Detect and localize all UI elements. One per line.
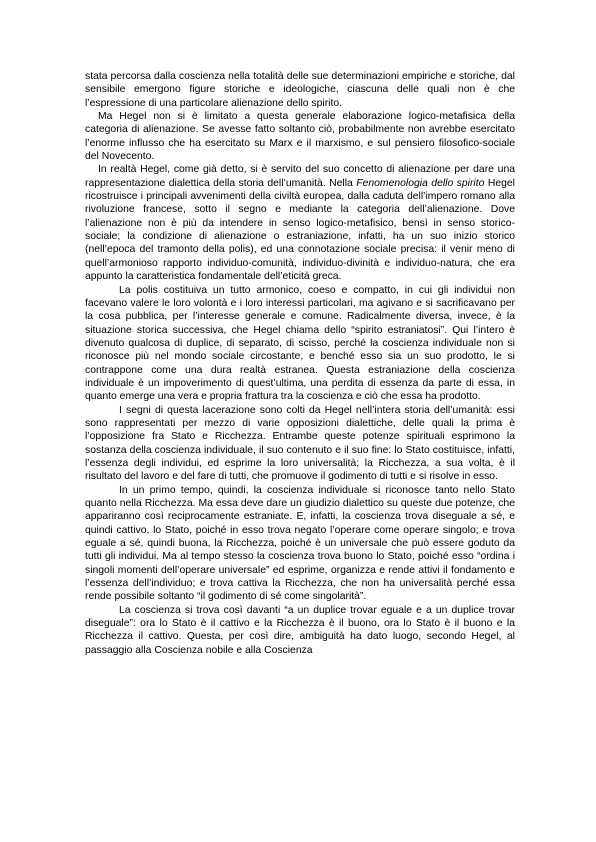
paragraph-4: La polis costituiva un tutto armonico, coeso e compatto, in cui gli individui non facevano valere le loro volontà e i loro interessi particolari, ma agivano e si sacrificavano per la cosa pubblica, per l’interesse generale e comune. Radicalmente diversa, invece, è la situazione storica successiva, che Hegel chiama dello “spirito estraniatosi”. Qui l’intero è divenuto qualcosa di duplice, di separato, di scisso, perché la coscienza individuale non si riconosce più nel mondo sociale circostante, e benché esso sia un suo prodotto, le si contrappone come una dura realtà estranea. Questa estraniazione della coscienza individuale è un impoverimento di quest’ultima, una perdita di essenza da parte di essa, in quanto emerge una vera e propria frattura tra la coscienza e ciò che essa ha prodotto.	[85, 284, 515, 403]
paragraph-7: La coscienza si trova così davanti “a un duplice trovar eguale e a un duplice trovar diseguale”: ora lo Stato è il cattivo e la Ricchezza è il buono, ora lo Stato è il buono e la Ricchezza il cattivo. Questa, per così dire, ambiguità ha dato luogo, secondo Hegel, al passaggio alla Coscienza nobile e alla Coscienza	[85, 604, 515, 656]
paragraph-6: In un primo tempo, quindi, la coscienza individuale si riconosce tanto nello Stato quanto nella Ricchezza. Ma essa deve dare un giudizio dialettico su queste due potenze, che appariranno così reciprocamente estraniate. E, infatti, la coscienza trova diseguale a sé, e quindi cattivo, lo Stato, poiché in esso trova negato l’operare come operare singolo; e trova eguale a sé, quindi buona, la Ricchezza, poiché è un universale che può essere goduto da tutti gli individui. Ma al tempo stesso la coscienza trova buono lo Stato, poiché esso “ordina i singoli momenti dell’operare universale” ed esprime, organizza e rende attivi il fondamento e l’essenza dell’individuo; e trova cattiva la Ricchezza, che non ha universalità perché essa rende possibile soltanto “il godimento di sé come singolarità”.	[85, 484, 515, 603]
paragraph-3-text-b: Hegel ricostruisce i principali avvenimenti della civiltà europea, dalla caduta dell’impero romano alla rivoluzione francese, sotto il segno e mediante la categoria dell’alienazione. Dove l’alienazione non è più da intendere in senso logico-metafisico, bensì in senso storico-sociale; la condizione di alienazione o estraniazione, infatti, ha un suo inizio storico (nell’epoca del tramonto della polis), ed una connotazione sociale precisa: il venir meno di quell’armonioso rapporto individuo-comunità, individuo-divinità e individuo-natura, che era appunto la caratteristica fondamentale dell’eticità greca.	[85, 177, 515, 283]
paragraph-2: Ma Hegel non si è limitato a questa generale elaborazione logico-metafisica della categoria di alienazione. Se avesse fatto soltanto ciò, probabilmente non avrebbe esercitato l’enorme influsso che ha esercitato su Marx e il marxismo, e sul pensiero filosofico-sociale del Novecento.	[85, 111, 515, 163]
paragraph-3	[85, 163, 515, 283]
paragraph-1: stata percorsa dalla coscienza nella totalità delle sue determinazioni empiriche e storiche, dal sensibile emergono figure storiche e ideologiche, ciascuna delle quali non è che l’espressione di una particolare alienazione dello spirito.	[85, 71, 515, 109]
document-body	[85, 70, 515, 657]
book-title-fenomenologia: Fenomenologia dello spirito	[356, 177, 485, 189]
paragraph-3-text-a: In realtà Hegel, come già detto, si è servito del suo concetto di alienazione per dare una rappresentazione dialettica della storia dell’umanità. Nella	[85, 164, 515, 189]
paragraph-5: I segni di questa lacerazione sono colti da Hegel nell’intera storia dell’umanità: essi sono rappresentati per mezzo di varie opposizioni dialettiche, delle quali la prima è l’opposizione fra Stato e Ricchezza. Entrambe queste potenze spirituali esprimono la sostanza della coscienza individuale, il suo contenuto e il suo fine: lo Stato costituisce, infatti, l’essenza degli individui, ed esprime la loro universalità; la Ricchezza, a sua volta, è il risultato del lavoro e del fare di tutti, che promuove il godimento di tutti e si risolve in esso.	[85, 404, 515, 483]
